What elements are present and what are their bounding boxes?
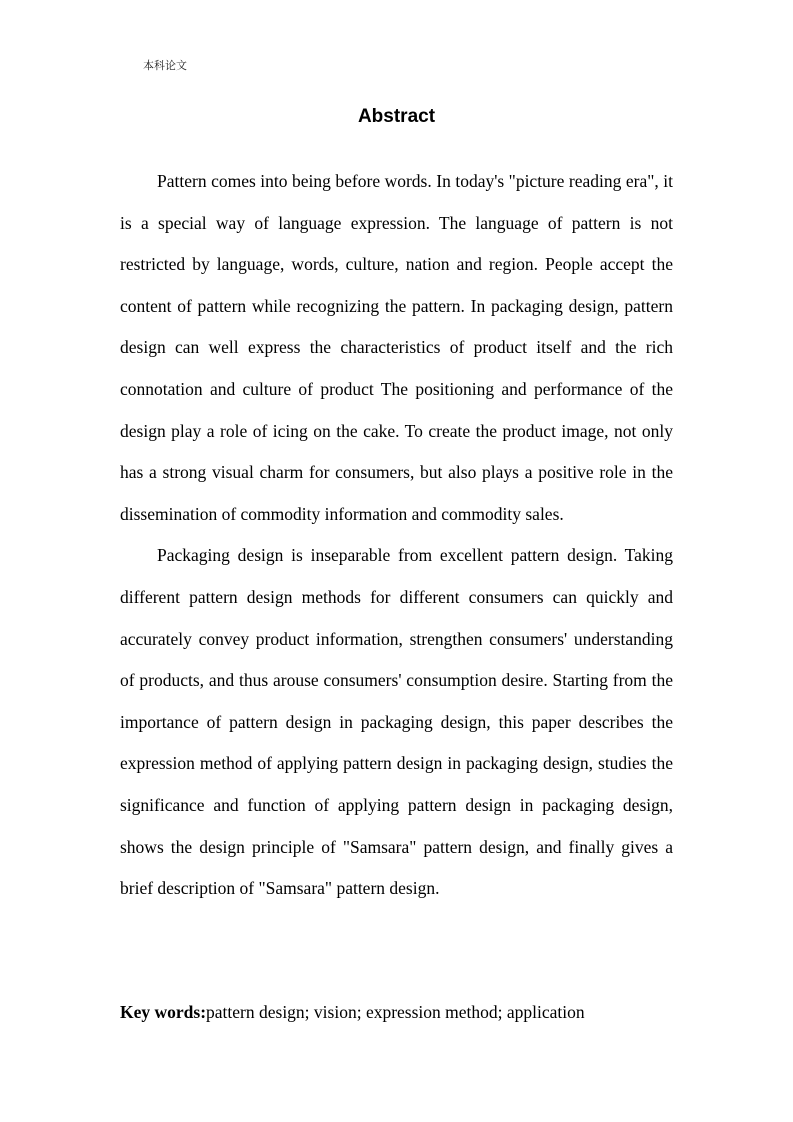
- abstract-paragraph-1: Pattern comes into being before words. In today's "picture reading era", it is a special way of language expression. The language of pattern is not restricted by language, words, culture, nation and region. People accept the content of pattern while recognizing the pattern. In packaging design, pattern design can well express the characteristics of product itself and the rich connotation and culture of product The positioning and performance of the design play a role of icing on the cake. To create the product image, not only has a strong visual charm for consumers, but also plays a positive role in the dissemination of commodity information and commodity sales.: [120, 171, 673, 524]
- abstract-paragraph-2: Packaging design is inseparable from excellent pattern design. Taking different pattern design methods for different consumers can quickly and accurately convey product information, strengthen consumers' understanding of products, and thus arouse consumers' consumption desire. Starting from the importance of pattern design in packaging design, this paper describes the expression method of applying pattern design in packaging design, studies the significance and function of applying pattern design in packaging design, shows the design principle of "Samsara" pattern design, and finally gives a brief description of "Samsara" pattern design.: [120, 545, 673, 899]
- keywords-label: Key words:: [120, 1002, 207, 1022]
- abstract-body: [120, 161, 673, 910]
- keywords-list: pattern design; vision; expression method; application: [206, 1002, 585, 1022]
- abstract-title: Abstract: [357, 106, 436, 127]
- running-header: 本科论文: [143, 59, 187, 72]
- keywords-line: [120, 992, 720, 1034]
